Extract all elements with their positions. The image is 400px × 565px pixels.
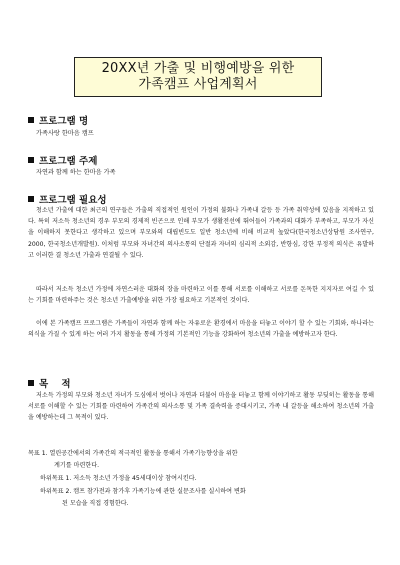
title-line-2: 가족캠프 사업계획서 [138,77,258,92]
section-heading-program-need: 프로그램 필요성 [28,192,107,206]
subgoal-2-continued: 된 모습을 직접 경험한다. [62,500,129,507]
subgoal-2: 하위목표 2. 캠프 참가전과 참가후 가족기능에 관한 실문조사를 실시하여 변화 [40,488,246,495]
subgoal-1: 하위목표 1. 저소득 청소년 가정을 45세대이상 참여시킨다. [40,475,197,482]
program-name-content: 가족사랑 한마음 캠프 [36,130,94,137]
square-bullet-icon [28,157,34,163]
section-heading-program-name: 프로그램 명 [28,113,88,127]
section-heading-purpose: 목 적 [28,376,71,390]
square-bullet-icon [28,380,34,386]
title-line-1: 20XX년 가출 및 비행예방을 위한 [101,61,295,76]
section-heading-program-theme: 프로그램 주제 [28,153,97,167]
goal-1: 목표 1. 열린공간에서의 가족간의 적극적인 활동을 통해서 가족기능향상을 위한 [28,450,238,457]
need-paragraph-1: 청소년 가출에 대한 최근의 연구들은 가출의 직접적인 원인이 가정의 불화나 가족내 갈등 등 가족 취약성에 있음을 지적하고 있다. 특히 저소득 청소년의 경우 부모의 경제적 빈곤으로 인해 부모가 생활전선에 뛰어들어 가족과의 대화가 부족하고, 부모가 자신을 이해하지 못한다고 생각하고 있으며 부모와의 대립빈도도 일반 청소년에 비해 비교적 높았다(한국청소년상담원 조사연구, 2000, 한국청소년개발원). 이처럼 부모와 자녀간의 의사소통의 단절과 자녀의 심리적 소외감, 반항심, 강한 부정적 의식은 유발하고 이러한 결 청소년 가출과 연결될 수 있다. [28,207,374,259]
program-theme-content: 자연과 함께 하는 한마음 가족 [36,169,116,176]
square-bullet-icon [28,196,34,202]
purpose-paragraph: 저소득 가정의 부모와 청소년 자녀가 도심에서 벗어나 자연과 더불어 마음을 터놓고 함께 이야기하고 활동 부딪히는 활동을 통해 서로를 이해할 수 있는 기회를 마련하여 가족간의 의사소통 및 가족 결속력을 증대시키고, 가족 내 갈등을 해소하여 청소년의 가출을 예방하는데 그 목적이 있다. [28,392,374,422]
need-paragraph-3: 이에 본 가족캠프 프로그램은 가족들이 자연과 함께 하는 자유로운 환경에서 마음을 터놓고 이야기 할 수 있는 기회와, 하나라는 의식을 가질 수 있게 하는 여러 가지 활동을 통해 가정의 기본적인 기능을 강화하여 청소년의 가출을 예방하고자 한다. [28,320,374,339]
document-title-box [74,57,322,97]
goal-1-continued: 계기를 마련한다. [54,462,100,469]
square-bullet-icon [28,117,34,123]
need-paragraph-2: 따라서 저소득 청소년 가정에 자연스러운 대화의 장을 마련하고 이를 통해 서로를 이해하고 서로를 돈독한 지지자로 여길 수 있는 기회를 마련하주는 것은 청소년 가출예방을 위한 가장 필요하고 기본적인 것이다. [28,286,374,305]
